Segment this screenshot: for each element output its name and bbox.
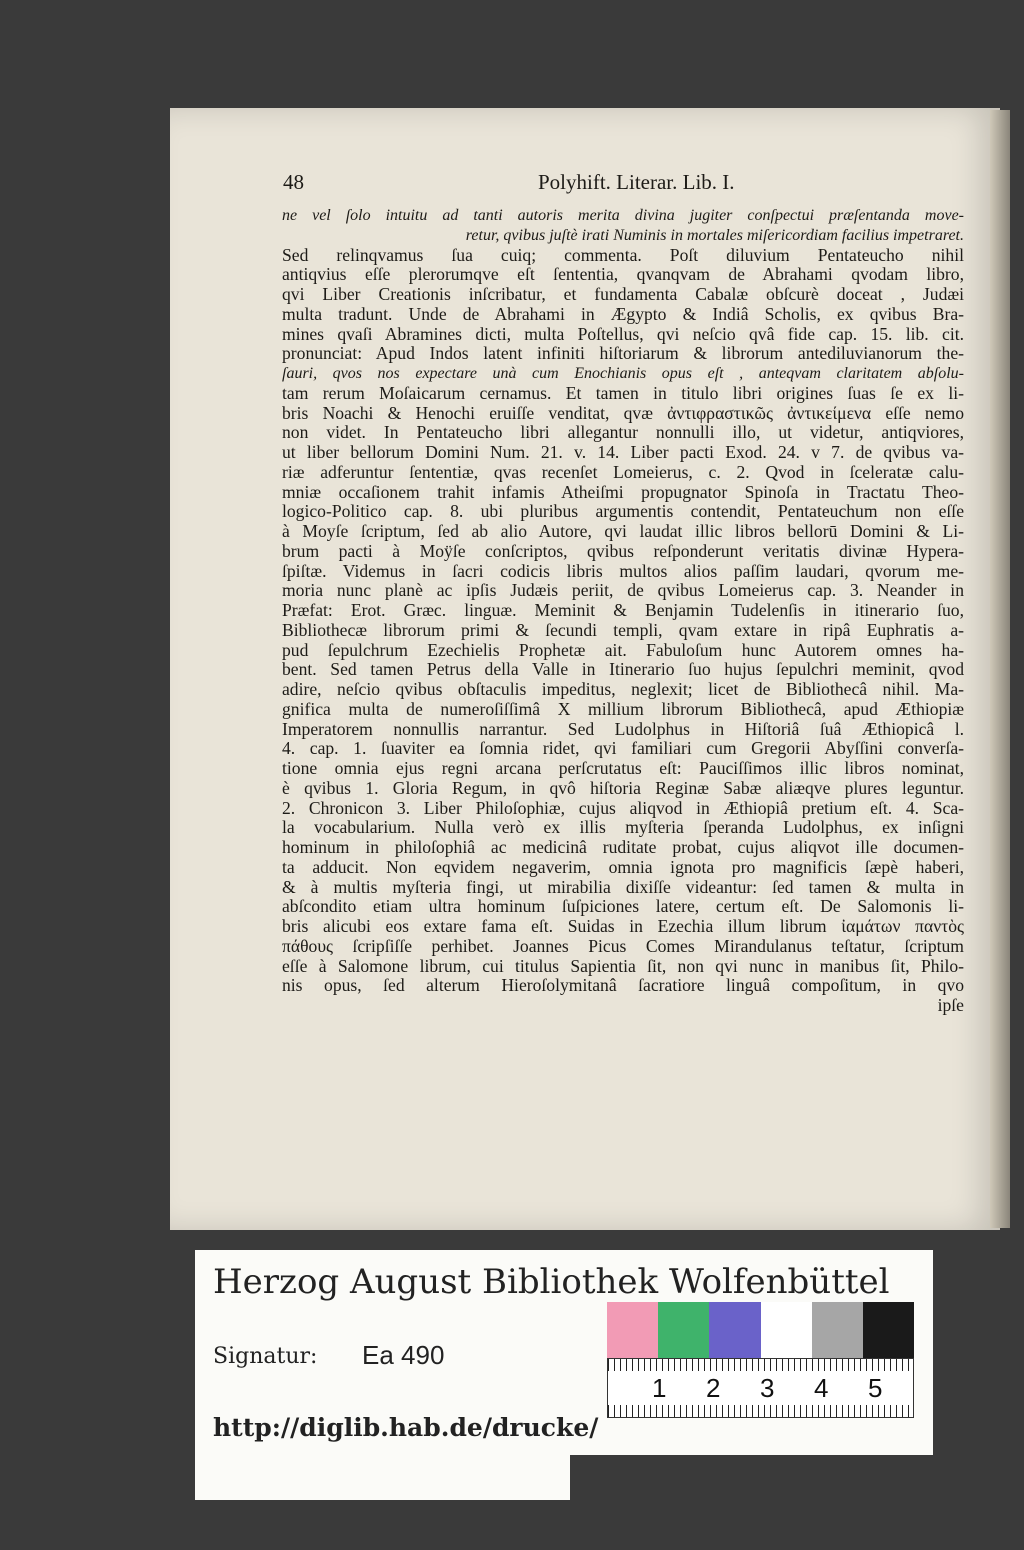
text-line: ta adducit. Non eqvidem negaverim, omnia ignota pro magnificis ſæpè haberi, — [282, 857, 964, 877]
ruler-number: 4 — [814, 1373, 829, 1403]
signature-value: Ea 490 — [362, 1340, 445, 1370]
text-line: Sed relinqvamus ſua cuiq; commenta. Poſt diluvium Pentateucho nihil — [282, 245, 964, 265]
page-number: 48 — [283, 170, 304, 194]
text-line: Bibliothecæ librorum primi & ſecundi templi, qvam extare in ripâ Euphratis a- — [282, 620, 964, 640]
color-swatch — [709, 1302, 760, 1358]
ruler-number: 2 — [706, 1373, 721, 1403]
text-line: pud ſepulchrum Ezechielis Prophetæ ait. Fabuloſum hunc Autorem omnes ha- — [282, 640, 964, 660]
text-line: bent. Sed tamen Petrus della Valle in Itinerario ſuo hujus ſepulchri meminit, qvod — [282, 660, 964, 680]
ruler-ticks-top — [608, 1359, 913, 1371]
color-swatch — [863, 1302, 914, 1358]
text-line: nis opus, ſed alterum Hieroſolymitanâ ſacratiore linguâ compoſitum, in qvo — [282, 976, 964, 996]
text-line: hominum in philoſophiâ ac medicinâ ruditate probat, cujus aliqvot ille documen- — [282, 838, 964, 857]
text-line: & à multis myſteria fingi, ut mirabilia dixiſſe videantur: ſed tamen & multa in — [282, 877, 964, 897]
text-line: riæ adferuntur ſententiæ, qvas recenſet Lomeierus, c. 2. Qvod in ſceleratæ calu- — [282, 462, 964, 482]
signature-label: Signatur: — [213, 1344, 318, 1369]
text-line: 4. cap. 1. ſuaviter ea ſomnia ridet, qvi familiari cum Gregorii Abyſſini converſa- — [282, 739, 964, 759]
running-title: Polyhift. Literar. Lib. I. — [538, 170, 735, 194]
page-header — [283, 170, 963, 200]
text-line: pronunciat: Apud Indos latent infiniti hiſtoriarum & librorum antediluvianorum the- — [282, 344, 964, 364]
color-swatch — [761, 1302, 812, 1358]
text-line: tam rerum Moſaicarum cernamus. Et tamen in titulo libri origines ſuas ſe ex li- — [282, 383, 964, 403]
text-line: retur, qvibus juſtè irati Numinis in mortales miſericordiam facilius impetraret. — [465, 226, 964, 244]
library-label-bottom — [195, 1455, 570, 1500]
text-line: logico-Politico cap. 8. ubi pluribus argumentis contendit, Pentateuchum non eſſe — [282, 502, 964, 522]
text-line: tione omnia ejus regni arcana perſcrutatus eſt: Pauciſſimos illic libros nominat, — [282, 759, 964, 778]
ruler-ticks-bottom — [608, 1405, 913, 1417]
text-line: moria nunc planè ac ipſis Judæis periit, de qvibus Lomeierus cap. 3. Neander in — [282, 581, 964, 601]
text-line: eſſe à Salomone librum, cui titulus Sapientia ſit, non qvi nunc in manibus ſit, Philo- — [282, 956, 964, 976]
text-line: ipſe — [937, 996, 964, 1015]
text-line: Imperatorem nonnullis narrantur. Sed Ludolphus in Hiſtoriâ ſuâ Æthiopicâ l. — [282, 719, 964, 739]
text-line: è qvibus 1. Gloria Regum, in qvô hiſtoria Reginæ Sabæ aliæqve plures leguntur. — [282, 778, 964, 798]
ruler-number: 3 — [760, 1373, 775, 1403]
page-edge — [990, 110, 1010, 1228]
text-line: brum pacti à Moÿſe conſcriptos, qvibus reſponderunt veritatis divinæ Hypera- — [282, 541, 964, 561]
body-text — [282, 206, 964, 1016]
text-line: antiqvius eſſe plerorumqve eſt ſententia, qvanqvam de Abrahami qvodam libro, — [282, 265, 964, 285]
text-line: mniæ occaſionem trahit infamis Atheiſmi propugnator Spinoſa in Tractatu Theo- — [282, 482, 964, 502]
text-line: à Moyſe ſcriptum, ſed ab alio Autore, qvi laudat illic libros bellorū Domini & Li- — [282, 522, 964, 541]
text-line: mines qvaſi Abramines dicti, multa Poſtellus, qvi neſcio qvâ fide cap. 15. lib. cit. — [282, 324, 964, 344]
text-line: 2. Chronicon 3. Liber Philoſophiæ, cujus aliqvod in Æthiopiâ pretium eſt. 4. Sca- — [282, 798, 964, 818]
library-url[interactable]: http://diglib.hab.de/drucke/ — [213, 1413, 599, 1442]
text-line: la vocabularium. Nulla verò ex illis myſteria ſperanda Ludolphus, ex inſigni — [282, 818, 964, 838]
text-line: adire, neſcio qvibus obſtaculis impeditus, neglexit; licet de Bibliothecâ nihil. Ma- — [282, 680, 964, 699]
library-name: Herzog August Bibliothek Wolfenbüttel — [213, 1262, 890, 1302]
color-swatch — [607, 1302, 658, 1358]
text-line: ſauri, qvos nos expectare unà cum Enochianis opus eſt , anteqvam claritatem abſolu- — [282, 365, 964, 382]
text-line: gnifica multa de numeroſiſſimâ X millium librorum Bibliothecâ, apud Æthiopiæ — [282, 699, 964, 719]
text-line: qvi Liber Creationis inſcribatur, et fundamenta Cabalæ obſcurè doceat , Judæi — [282, 285, 964, 304]
text-line: bris Noachi & Henochi eruiſſe venditat, qvæ ἀντιφραστικῶς ἀντικείμενα eſſe nemo — [282, 403, 964, 423]
color-swatch — [658, 1302, 709, 1358]
text-line: non videt. In Pentateucho libri allegantur nonnulli illo, ut videtur, antiqviores, — [282, 423, 964, 443]
text-line: bris alicubi eos extare fama eſt. Suidas in Ezechia illum librum ἰαμάτων παντὸς — [282, 917, 964, 936]
text-line: ne vel ſolo intuitu ad tanti autoris merita divina jugiter conſpectui præſentanda move- — [282, 207, 964, 224]
color-swatch — [812, 1302, 863, 1358]
text-line: πάθους ſcripſiſſe perhibet. Joannes Picus Comes Mirandulanus teſtatur, ſcriptum — [282, 936, 964, 956]
text-line: multa tradunt. Unde de Abrahami in Ægypto & Indiâ Scholis, ex qvibus Bra- — [282, 304, 964, 324]
text-line: abſcondito etiam ultra hominum ſuſpiciones latere, certum eſt. De Salomonis li- — [282, 897, 964, 917]
ruler-number: 1 — [652, 1373, 667, 1403]
text-line: ut liber bellorum Domini Num. 21. v. 14. Liber pacti Exod. 24. v 7. de qvibus va- — [282, 443, 964, 462]
text-line: ſpiſtæ. Videmus in ſacri codicis libris multos alios paſſim laudari, qvorum me- — [282, 561, 964, 581]
color-chart — [607, 1302, 914, 1358]
text-line: Præfat: Erot. Græc. linguæ. Meminit & Benjamin Tudelenſis in itinerario ſuo, — [282, 601, 964, 620]
scale-ruler — [607, 1358, 914, 1418]
ruler-number: 5 — [868, 1373, 883, 1403]
